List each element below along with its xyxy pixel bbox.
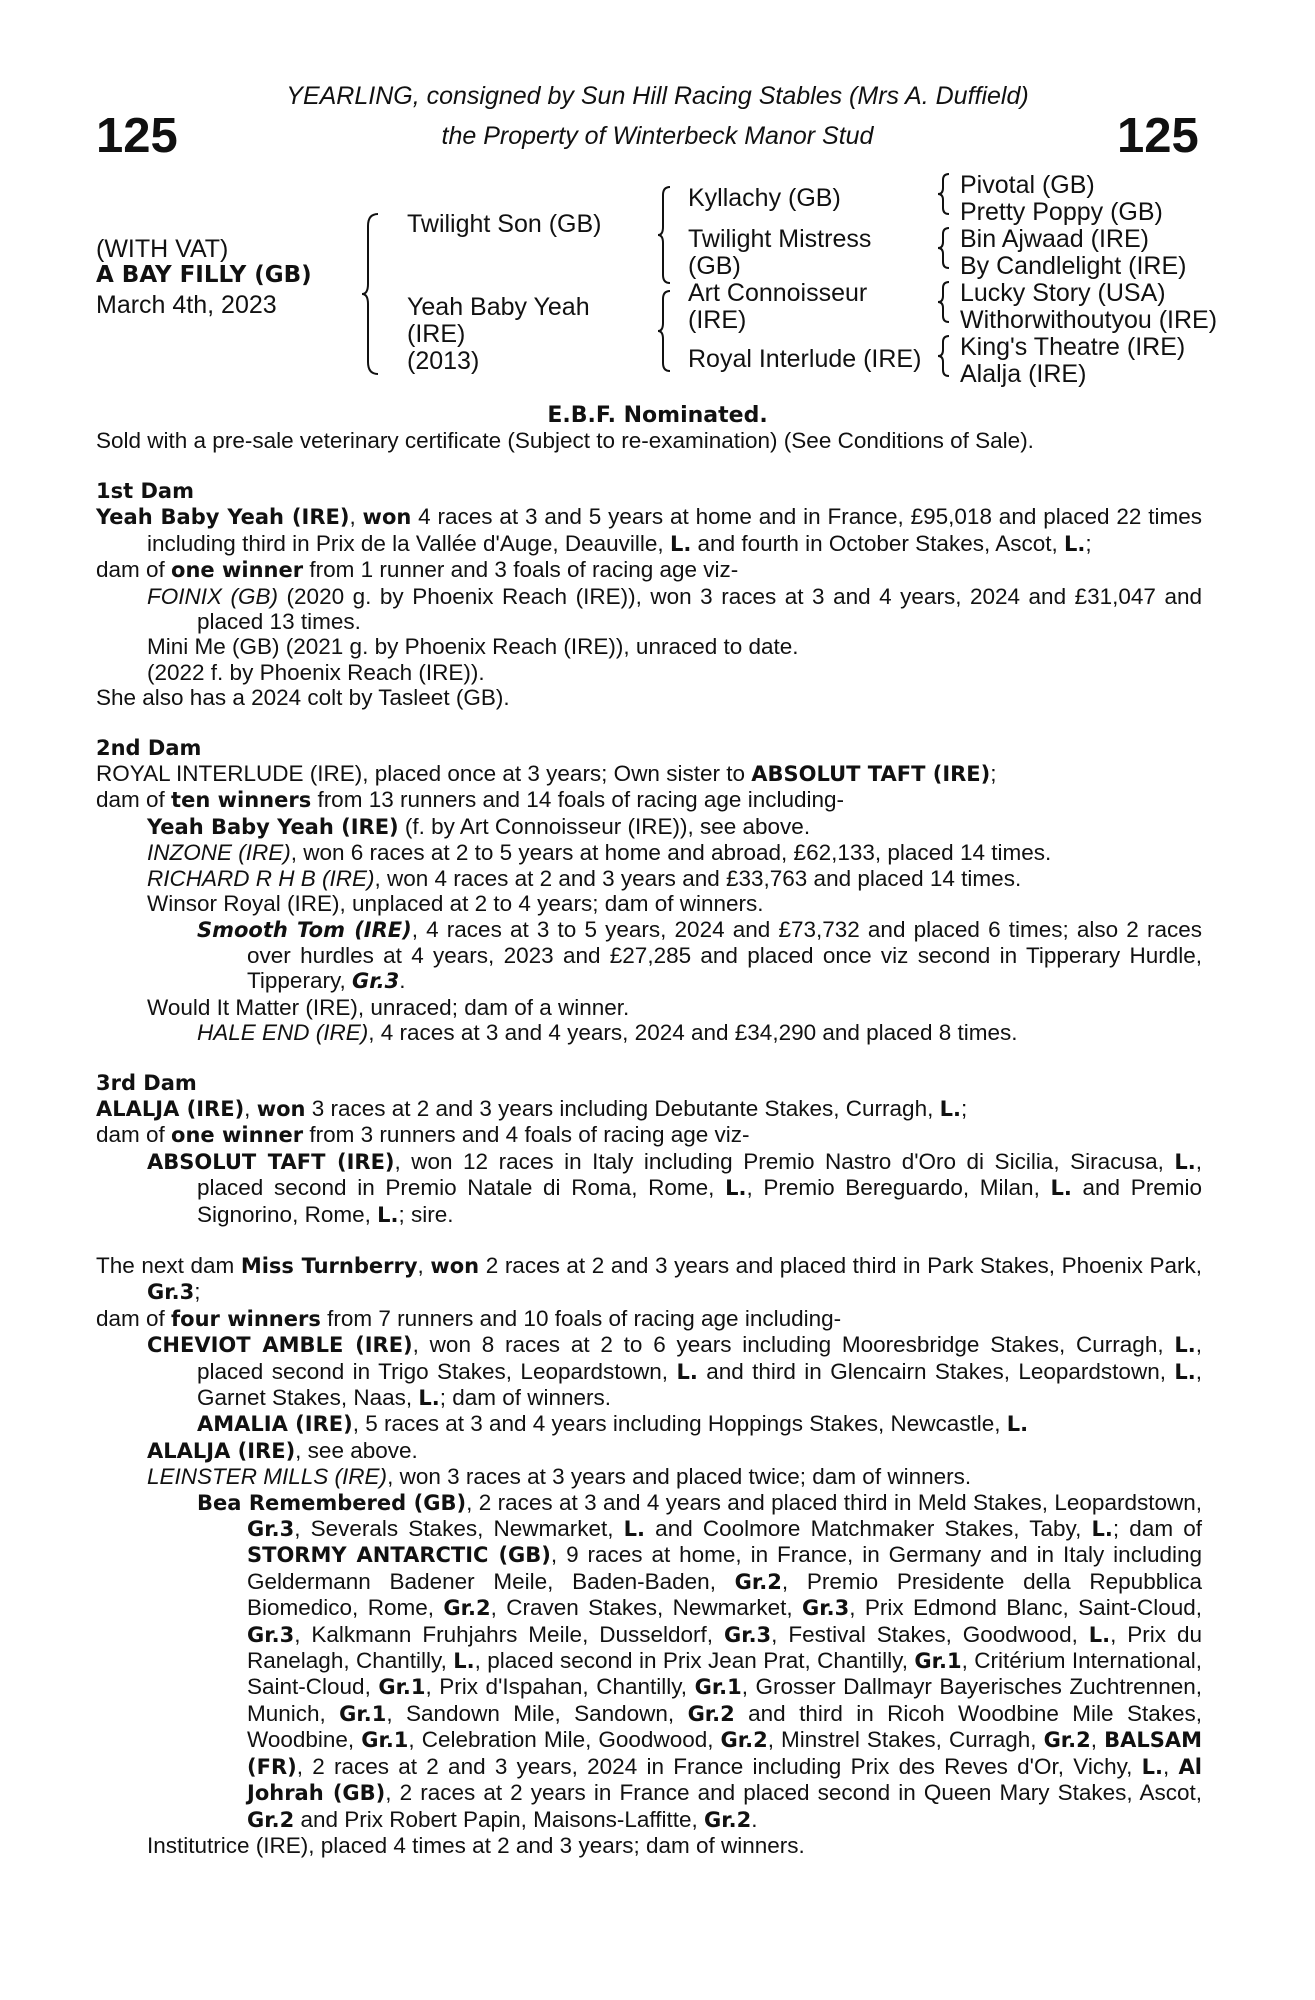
lot-number-left: 125 bbox=[96, 109, 178, 163]
pedigree-dam-sire: Art Connoisseur (IRE) bbox=[688, 279, 868, 334]
produce-2022-filly: (2022 f. by Phoenix Reach (IRE)). bbox=[147, 659, 485, 685]
pedigree-gg-1: Pivotal (GB) bbox=[960, 171, 1095, 199]
consignor-line: YEARLING, consigned by Sun Hill Racing Stables (Mrs A. Duffield) bbox=[286, 82, 1029, 110]
pedigree-brace-gen1 bbox=[360, 212, 382, 376]
pedigree-brace-royal-interlude bbox=[936, 334, 952, 378]
pedigree-dam-dam: Royal Interlude (IRE) bbox=[688, 345, 922, 373]
third-dam-produce-summary: dam of one winner from 3 runners and 4 foals of racing age viz- bbox=[96, 1122, 750, 1148]
produce-smooth-tom: Smooth Tom (IRE), 4 races at 3 to 5 years, 2024 and £73,732 and placed 6 times; also 2 races over hurdles at 4 years, 2023 and £27,285 and placed once viz second in Tipperary Hurdle, Tipperary, Gr.3. bbox=[197, 916, 1202, 994]
third-dam-heading: 3rd Dam bbox=[96, 1070, 197, 1095]
pedigree-sire: Twilight Son (GB) bbox=[407, 210, 602, 238]
pedigree-sire-sire: Kyllachy (GB) bbox=[688, 184, 841, 212]
first-dam-heading: 1st Dam bbox=[96, 479, 194, 503]
pedigree-gg-7: King's Theatre (IRE) bbox=[960, 333, 1186, 361]
pedigree-gg-8: Alalja (IRE) bbox=[960, 360, 1087, 388]
lot-number-right: 125 bbox=[1117, 109, 1199, 163]
vat-label: (WITH VAT) bbox=[96, 235, 229, 263]
produce-hale-end: HALE END (IRE), 4 races at 3 and 4 years, 2024 and £34,290 and placed 8 times. bbox=[197, 1020, 1018, 1046]
pedigree-sire-dam: Twilight Mistress (GB) bbox=[688, 225, 872, 280]
produce-amalia: AMALIA (IRE), 5 races at 3 and 4 years including Hoppings Stakes, Newcastle, L. bbox=[197, 1411, 1029, 1437]
next-dam-produce-summary: dam of four winners from 7 runners and 10 foals of racing age including- bbox=[96, 1305, 842, 1331]
pedigree-gg-3: Bin Ajwaad (IRE) bbox=[960, 225, 1149, 253]
pedigree-gg-2: Pretty Poppy (GB) bbox=[960, 198, 1163, 226]
ebf-nominated: E.B.F. Nominated. bbox=[547, 403, 768, 428]
second-dam-heading: 2nd Dam bbox=[96, 735, 202, 760]
produce-yeah-baby-yeah: Yeah Baby Yeah (IRE) (f. by Art Connoisseur (IRE)), see above. bbox=[147, 813, 811, 839]
pedigree-brace-kyllachy bbox=[936, 172, 952, 216]
produce-absolut-taft: ABSOLUT TAFT (IRE), won 12 races in Italy including Premio Nastro d'Oro di Sicilia, Siracusa, L., placed second in Premio Natale di Roma, Rome, L., Premio Bereguardo, Milan, L. and Premio Signorino, Rome, L.; sire. bbox=[147, 1148, 1202, 1227]
first-dam-record: Yeah Baby Yeah (IRE), won 4 races at 3 and 5 years at home and in France, £95,018 and placed 22 times including third in Prix de la Vallée d'Auge, Deauville, L. and fourth in October Stakes, Ascot, L.; bbox=[96, 504, 1202, 556]
produce-mini-me: Mini Me (GB) (2021 g. by Phoenix Reach (IRE)), unraced to date. bbox=[147, 634, 799, 660]
third-dam-record: ALALJA (IRE), won 3 races at 2 and 3 years including Debutante Stakes, Curragh, L.; bbox=[96, 1095, 968, 1121]
pedigree-gg-5: Lucky Story (USA) bbox=[960, 279, 1166, 307]
produce-richard-r-h-b: RICHARD R H B (IRE), won 4 races at 2 and 3 years and £33,763 and placed 14 times. bbox=[147, 865, 1022, 891]
pedigree-brace-twilight-mistress bbox=[936, 226, 952, 270]
produce-leinster-mills: LEINSTER MILLS (IRE), won 3 races at 3 years and placed twice; dam of winners. bbox=[147, 1464, 972, 1490]
next-dam-record: The next dam Miss Turnberry, won 2 races at 2 and 3 years and placed third in Park Stakes, Phoenix Park, Gr.3; bbox=[96, 1252, 1202, 1305]
pedigree-brace-dam bbox=[656, 289, 674, 373]
property-line: the Property of Winterbeck Manor Stud bbox=[441, 122, 874, 150]
vet-certificate-note: Sold with a pre-sale veterinary certificate (Subject to re-examination) (See Conditions of Sale). bbox=[96, 428, 1034, 453]
produce-institutrice: Institutrice (IRE), placed 4 times at 2 and 3 years; dam of winners. bbox=[147, 1832, 805, 1858]
produce-would-it-matter: Would It Matter (IRE), unraced; dam of a winner. bbox=[147, 994, 630, 1020]
pedigree-brace-sire bbox=[656, 185, 674, 285]
second-dam-produce-summary: dam of ten winners from 13 runners and 14 foals of racing age including- bbox=[96, 787, 845, 813]
produce-foinix: FOINIX (GB) (2020 g. by Phoenix Reach (IRE)), won 3 races at 3 and 4 years, 2024 and £31,047 and placed 13 times. bbox=[147, 583, 1203, 635]
produce-winsor-royal: Winsor Royal (IRE), unplaced at 2 to 4 years; dam of winners. bbox=[147, 891, 764, 917]
horse-name: A BAY FILLY (GB) bbox=[96, 262, 312, 288]
second-dam-record: ROYAL INTERLUDE (IRE), placed once at 3 years; Own sister to ABSOLUT TAFT (IRE); bbox=[96, 761, 997, 787]
produce-cheviot-amble: CHEVIOT AMBLE (IRE), won 8 races at 2 to 6 years including Mooresbridge Stakes, Curragh, L., placed second in Trigo Stakes, Leopardstown, L. and third in Glencairn Stakes, Leopardstown, L., Garnet Stakes, Naas, L.; dam of winners. bbox=[147, 1332, 1202, 1410]
produce-inzone: INZONE (IRE), won 6 races at 2 to 5 years at home and abroad, £62,133, placed 14 times. bbox=[147, 840, 1052, 866]
pedigree-dam: Yeah Baby Yeah (IRE) (2013) bbox=[407, 293, 590, 375]
produce-alalja: ALALJA (IRE), see above. bbox=[147, 1437, 418, 1463]
catalogue-body bbox=[96, 479, 1202, 1858]
pedigree-brace-art-connoisseur bbox=[936, 280, 952, 324]
foaling-date: March 4th, 2023 bbox=[96, 291, 277, 319]
produce-2024-colt: She also has a 2024 colt by Tasleet (GB). bbox=[96, 685, 510, 711]
produce-bea-remembered: Bea Remembered (GB), 2 races at 3 and 4 years and placed third in Meld Stakes, Leopardstown, Gr.3, Severals Stakes, Newmarket, L. and Coolmore Matchmaker Stakes, Taby, L.; dam of STORMY ANTARCTIC (GB), 9 races at home, in France, in Germany and in Italy including Geldermann Badener Meile, Baden-Baden, Gr.2, Premio Presidente della Repubblica Biomedico, Rome, Gr.2, Craven Stakes, Newmarket, Gr.3, Prix Edmond Blanc, Saint-Cloud, Gr.3, Kalkmann Fruhjahrs Meile, Dusseldorf, Gr.3, Festival Stakes, Goodwood, L., Prix du Ranelagh, Chantilly, L., placed second in Prix Jean Prat, Chantilly, Gr.1, Critérium International, Saint-Cloud, Gr.1, Prix d'Ispahan, Chantilly, Gr.1, Grosser Dallmayr Bayerisches Zuchtrennen, Munich, Gr.1, Sandown Mile, Sandown, Gr.2 and third in Ricoh Woodbine Mile Stakes, Woodbine, Gr.1, Celebration Mile, Goodwood, Gr.2, Minstrel Stakes, Curragh, Gr.2, BALSAM (FR), 2 races at 2 and 3 years, 2024 in France including Prix des Reves d'Or, Vichy, L., Al Johrah (GB), 2 races at 2 years in France and placed second in Queen Mary Stakes, Ascot, Gr.2 and Prix Robert Papin, Maisons-Laffitte, Gr.2. bbox=[197, 1489, 1203, 1832]
pedigree-gg-4: By Candlelight (IRE) bbox=[960, 252, 1187, 280]
pedigree-gg-6: Withorwithoutyou (IRE) bbox=[960, 306, 1218, 334]
first-dam-produce-summary: dam of one winner from 1 runner and 3 foals of racing age viz- bbox=[96, 557, 739, 583]
